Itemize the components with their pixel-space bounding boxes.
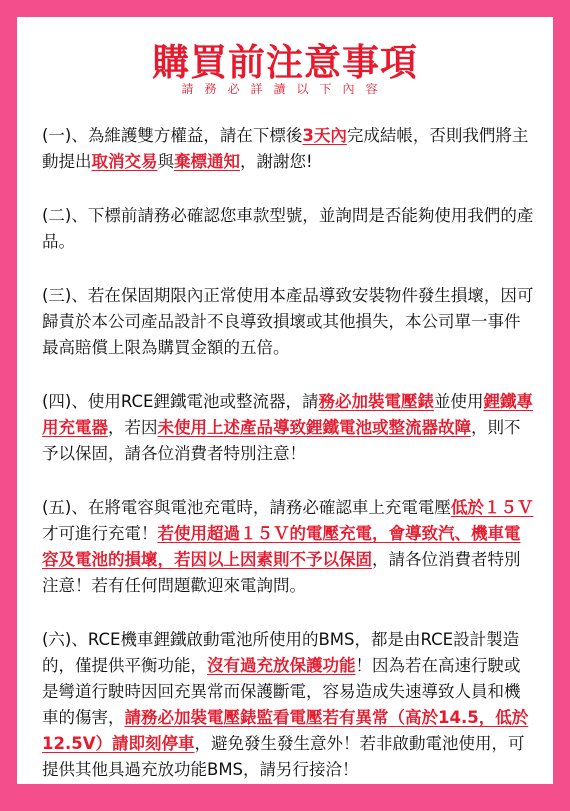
highlighted-text: 若使用超過１５Ｖ的電壓充電，會導致汽、機車電容及電池的損壞，若因以上因素則不予以保固: [42, 524, 521, 569]
notice-sections: [42, 123, 536, 811]
highlighted-text: 低於１５Ｖ: [450, 498, 534, 517]
highlighted-text: 棄標通知: [174, 152, 240, 171]
notice-text: ！因為若在高速行駛或是彎道行駛時因回充異常而保護斷電，容易造成失速導致人員和機車的傷害，: [42, 656, 521, 727]
page-subtitle: 請務必詳讀以下內容: [181, 82, 389, 96]
notice-section: [42, 389, 536, 467]
notice-text: ，若因: [108, 418, 158, 437]
notice-text: 與: [157, 152, 174, 171]
notice-section: [42, 627, 536, 783]
notice-text: ，避免發生發生意外！若非啟動電池使用，可提供其他具過充放功能BMS，請另行接洽！: [42, 734, 525, 779]
notice-text: (四)、使用RCE鋰鐵電池或整流器，請: [42, 392, 319, 411]
notice-text: ，謝謝您!: [240, 152, 313, 171]
notice-text: 完成結帳，否則我們將主動提出: [42, 126, 529, 171]
notice-text: (六)、RCE機車鋰鐵啟動電池所使用的BMS，都是由RCE設計製造的，僅提供平衡功能，: [42, 630, 520, 675]
notice-section: [42, 203, 536, 255]
highlighted-text: 鋰鐵專用充電器: [42, 392, 533, 437]
notice-text: 並使用: [433, 392, 484, 411]
highlighted-text: 未使用上述產品導致鋰鐵電池或整流器故障: [157, 418, 471, 437]
notice-text: ，請各位消費者特別注意！若有任何問題歡迎來電詢問。: [42, 550, 521, 595]
highlighted-text: 請務必加裝電壓錶監看電壓若有異常（高於14.5，低於12.5V）請即刻停車: [42, 708, 529, 753]
notice-section: [42, 283, 536, 361]
notice-section: [42, 495, 536, 599]
page-title: 購買前注意事項: [152, 41, 418, 84]
notice-card: [17, 17, 553, 784]
notice-text: 才可進行充電！: [42, 524, 158, 543]
notice-text: (一)、為維護雙方權益，請在下標後: [42, 126, 303, 145]
notice-text: ，則不予以保固，請各位消費者特別注意！: [42, 418, 521, 463]
highlighted-text: 務必加裝電壓錶: [318, 392, 434, 411]
notice-text: (三)、若在保固期限內正常使用本產品導致安裝物件發生損壞，因可歸責於本公司產品設計不良導致損壞或其他損失，本公司單一事件最高賠償上限為購買金額的五倍。: [42, 286, 534, 357]
highlighted-text: 取消交易: [91, 152, 158, 171]
notice-text: (五)、在將電容與電池充電時，請務必確認車上充電電壓: [42, 498, 451, 517]
notice-section: [42, 123, 536, 175]
highlighted-text: 沒有過充放保護功能: [207, 656, 356, 675]
notice-text: (二)、下標前請務必確認您車款型號，並詢問是否能夠使用我們的產品。: [42, 206, 534, 251]
highlighted-text: 3天內: [302, 126, 347, 145]
